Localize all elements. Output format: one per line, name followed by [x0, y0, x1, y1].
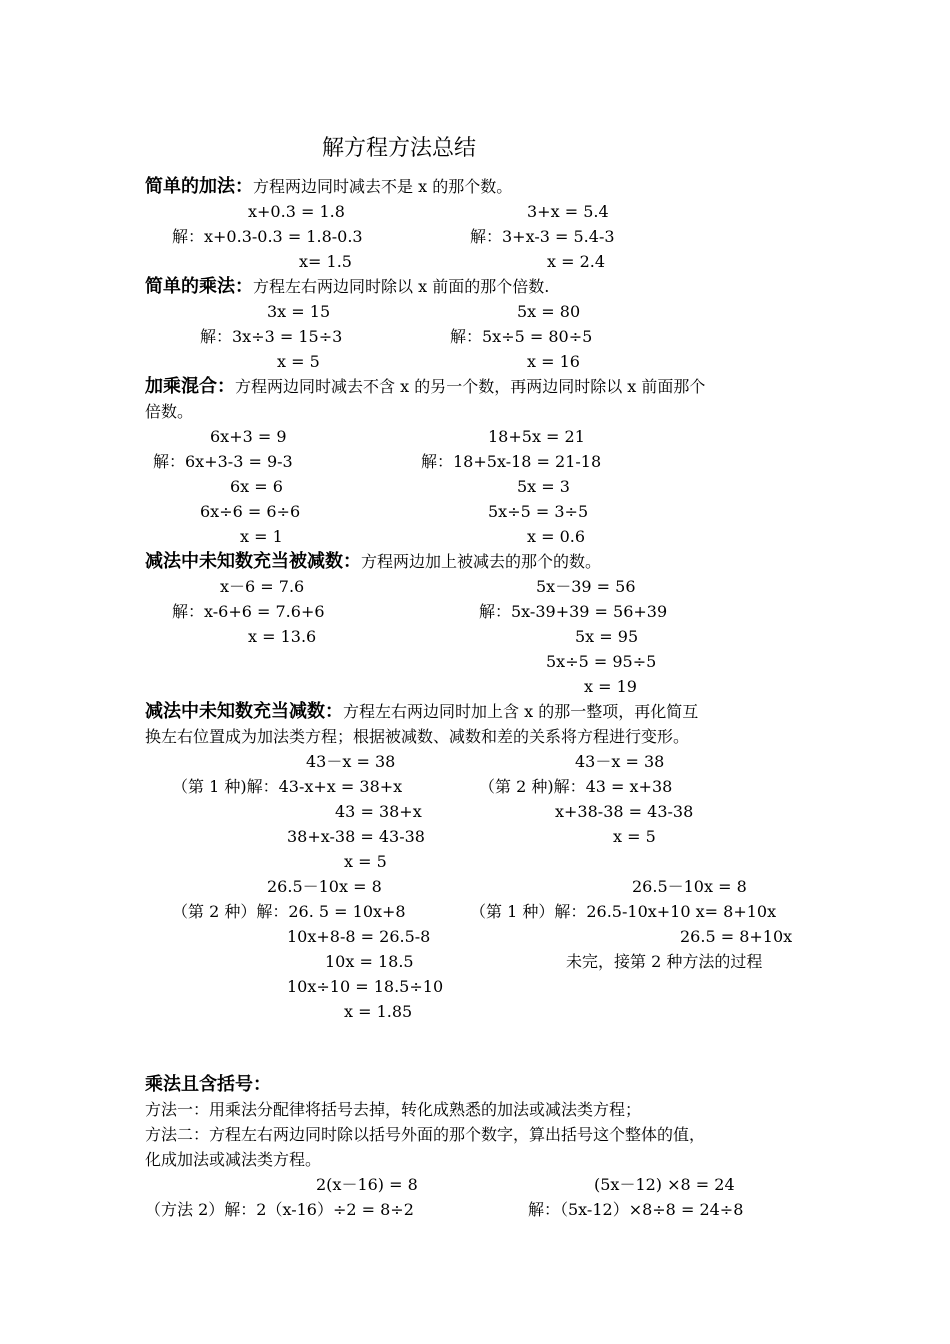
equation-line: 解：5x÷5 = 80÷5 — [450, 327, 593, 346]
equation-line: 2(x－16) = 8 — [316, 1175, 418, 1194]
note-text: 未完，接第 2 种方法的过程 — [566, 952, 763, 971]
equation-line: 38+x-38 = 43-38 — [287, 827, 425, 846]
heading-mul: 简单的乘法： — [145, 276, 253, 297]
equation-line: （第 1 种)解：43-x+x = 38+x — [172, 777, 403, 796]
equation-line: x－6 = 7.6 — [220, 577, 305, 596]
heading-bracket: 乘法且含括号： — [145, 1074, 271, 1095]
equation-line: 6x÷6 = 6÷6 — [200, 502, 301, 521]
equation-line: 3x = 15 — [267, 302, 331, 321]
desc-add: 方程两边同时减去不是 x 的那个数。 — [253, 177, 513, 196]
equation-line: x = 5 — [613, 827, 656, 846]
equation-line: 解：3+x-3 = 5.4-3 — [470, 227, 615, 246]
equation-line: 10x+8-8 = 26.5-8 — [287, 927, 431, 946]
equation-line: 解：3x÷3 = 15÷3 — [200, 327, 343, 346]
heading-sub-minuend: 减法中未知数充当被减数： — [145, 551, 361, 572]
equation-line: x = 1.85 — [344, 1002, 413, 1021]
equation-line: 10x = 18.5 — [325, 952, 414, 971]
heading-sub-subtrahend: 减法中未知数充当减数： — [145, 701, 343, 722]
equation-line: x = 0.6 — [527, 527, 586, 546]
page-title: 解方程方法总结 — [322, 136, 477, 161]
equation-line: x = 2.4 — [547, 252, 606, 271]
equation-line: 26.5－10x = 8 — [632, 877, 747, 896]
equation-line: x = 5 — [344, 852, 387, 871]
equation-line: 26.5－10x = 8 — [267, 877, 382, 896]
equation-line: x = 5 — [277, 352, 320, 371]
desc-sub-subtrahend: 方程左右两边同时加上含 x 的那一整项，再化简互 — [343, 702, 699, 721]
section-heading-sub-minuend — [145, 549, 601, 574]
equation-line: （第 2 种）解：26. 5 = 10x+8 — [172, 902, 406, 921]
equation-line: 5x = 3 — [517, 477, 570, 496]
equation-line: x = 1 — [240, 527, 283, 546]
equation-line: 解：6x+3-3 = 9-3 — [153, 452, 293, 471]
equation-line: （第 2 种)解：43 = x+38 — [479, 777, 673, 796]
method-two: 方法二：方程左右两边同时除以括号外面的那个数字，算出括号这个整体的值， — [145, 1125, 706, 1144]
equation-line: x = 13.6 — [248, 627, 317, 646]
equation-line: 43－x = 38 — [306, 752, 396, 771]
equation-line: 解：18+5x-18 = 21-18 — [421, 452, 602, 471]
section-heading-add — [145, 174, 512, 199]
equation-line: x+0.3 = 1.8 — [248, 202, 345, 221]
equation-line: x= 1.5 — [299, 252, 352, 271]
equation-line: 5x = 95 — [575, 627, 639, 646]
desc-mixed: 方程两边同时减去不含 x 的另一个数，再两边同时除以 x 前面那个 — [235, 377, 706, 396]
section-heading-mul — [145, 274, 549, 299]
equation-line: 3+x = 5.4 — [527, 202, 609, 221]
equation-line: 解：（5x-12）×8÷8 = 24÷8 — [528, 1200, 744, 1219]
equation-line: 43－x = 38 — [575, 752, 665, 771]
desc-sub-minuend: 方程两边加上被减去的那个的数。 — [361, 552, 602, 571]
equation-line: 10x÷10 = 18.5÷10 — [287, 977, 444, 996]
equation-line: 5x÷5 = 3÷5 — [488, 502, 589, 521]
method-one: 方法一：用乘法分配律将括号去掉，转化成熟悉的加法或减法类方程； — [145, 1100, 642, 1119]
equation-line: 解：5x-39+39 = 56+39 — [479, 602, 668, 621]
equation-line: 43 = 38+x — [335, 802, 422, 821]
equation-line: 6x = 6 — [230, 477, 283, 496]
desc-sub-subtrahend-cont: 换左右位置成为加法类方程；根据被减数、减数和差的关系将方程进行变形。 — [145, 727, 690, 746]
equation-line: x+38-38 = 43-38 — [555, 802, 694, 821]
equation-line: 5x = 80 — [517, 302, 581, 321]
desc-mul: 方程左右两边同时除以 x 前面的那个倍数. — [253, 277, 550, 296]
equation-line: 解：x+0.3-0.3 = 1.8-0.3 — [172, 227, 363, 246]
equation-line: 5x÷5 = 95÷5 — [546, 652, 657, 671]
section-heading-mixed — [145, 374, 705, 399]
section-heading-bracket — [145, 1072, 271, 1097]
equation-line: 18+5x = 21 — [488, 427, 585, 446]
equation-line: （第 1 种）解：26.5-10x+10 x= 8+10x — [470, 902, 777, 921]
desc-mixed-cont: 倍数。 — [145, 402, 194, 421]
equation-line: x = 19 — [584, 677, 637, 696]
method-two-cont: 化成加法或减法类方程。 — [145, 1150, 322, 1169]
heading-mixed: 加乘混合： — [145, 376, 235, 397]
equation-line: 6x+3 = 9 — [210, 427, 287, 446]
equation-line: （方法 2）解：2（x-16）÷2 = 8÷2 — [145, 1200, 414, 1219]
section-heading-sub-subtrahend — [145, 699, 698, 724]
equation-line: x = 16 — [527, 352, 580, 371]
equation-line: 5x－39 = 56 — [536, 577, 636, 596]
equation-line: (5x－12) ×8 = 24 — [594, 1175, 735, 1194]
equation-line: 26.5 = 8+10x — [680, 927, 793, 946]
equation-line: 解：x-6+6 = 7.6+6 — [172, 602, 325, 621]
heading-add: 简单的加法： — [145, 176, 253, 197]
